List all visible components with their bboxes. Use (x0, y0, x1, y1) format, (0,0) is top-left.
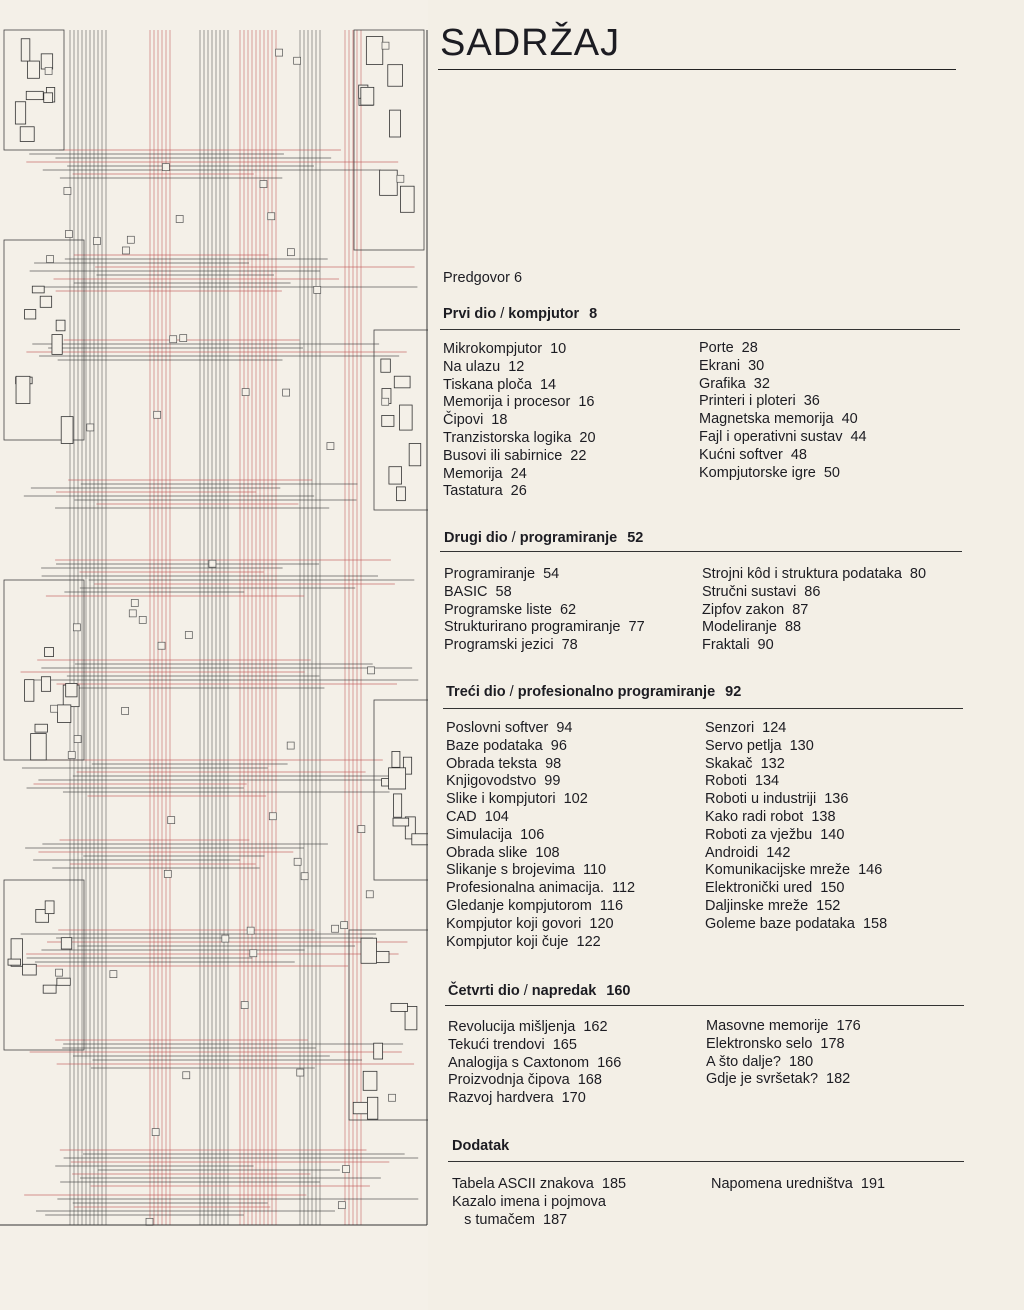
section-rule (440, 551, 962, 552)
entry-label: Mikrokompjutor (443, 341, 543, 357)
entry-label: Roboti (705, 773, 747, 790)
entry-label: Servo petlja (705, 737, 782, 754)
entry-page: 77 (628, 619, 645, 636)
toc-entry (443, 483, 596, 501)
entry-page: 99 (544, 773, 561, 790)
entry-page: 62 (559, 601, 577, 618)
toc-entry (706, 1018, 861, 1036)
toc-entry (705, 916, 887, 934)
section-title: Treći dio (446, 684, 506, 700)
entry-page: 14 (539, 376, 557, 393)
entry-label: s tumačem (452, 1211, 535, 1228)
entry-page: 116 (599, 897, 624, 914)
toc-entry (446, 862, 635, 880)
section-separator: / (519, 983, 532, 999)
entry-page: 168 (577, 1072, 602, 1089)
entry-page: 158 (862, 915, 888, 932)
toc-entry (705, 791, 887, 809)
toc-entry (444, 619, 645, 637)
toc-entry (446, 827, 635, 845)
entry-label: Strojni kôd i struktura podataka (702, 566, 902, 582)
toc-entry (699, 429, 867, 447)
entry-page: 185 (601, 1176, 627, 1192)
entry-label: Masovne memorije (706, 1018, 829, 1034)
section-heading (452, 1138, 509, 1154)
toc-entry (446, 791, 635, 809)
entry-label: Poslovni softver (446, 720, 549, 736)
entry-page: 30 (748, 357, 765, 374)
entry-label: Napomena uredništva (711, 1176, 853, 1192)
entry-label: Gledanje kompjutorom (446, 897, 592, 914)
entry-page: 162 (583, 1019, 608, 1035)
entry-label: Gdje je svršetak? (706, 1071, 819, 1088)
entry-page: 110 (582, 862, 607, 879)
section-title: Četvrti dio (448, 983, 520, 999)
page-title: SADRŽAJ (440, 22, 621, 64)
section-heading (443, 306, 597, 322)
toc-entry (705, 845, 887, 863)
entry-label: Busovi ili sabirnice (443, 447, 563, 464)
entry-page: 20 (579, 429, 596, 446)
entry-label: Obrada teksta (446, 755, 538, 772)
toc-entry (706, 1071, 861, 1089)
toc-entry (705, 756, 887, 774)
entry-label: Programiranje (444, 566, 536, 582)
entry-page: 36 (803, 393, 820, 410)
entry-label: Tranzistorska logika (443, 429, 572, 446)
entry-label: Grafika (699, 375, 746, 392)
section-subtitle: profesionalno programiranje (517, 684, 716, 700)
entry-label: Kompjutorske igre (699, 464, 816, 481)
toc-entry (446, 773, 635, 791)
section-subtitle: programiranje (519, 530, 618, 546)
entry-label: CAD (446, 808, 477, 825)
section-separator: / (505, 684, 518, 700)
entry-page: 140 (820, 826, 845, 843)
toc-column-right (702, 566, 926, 655)
toc-entry (446, 898, 635, 916)
entry-page: 54 (543, 566, 560, 582)
toc-entry (705, 862, 887, 880)
entry-label: Printeri i ploteri (699, 393, 796, 410)
entry-page: 102 (563, 791, 588, 808)
toc-entry (446, 809, 635, 827)
entry-page: 48 (790, 446, 807, 463)
title-rule (438, 69, 956, 70)
entry-page: 182 (826, 1071, 851, 1088)
entry-label: Komunikacijske mreže (705, 862, 851, 879)
entry-label: Razvoj hardvera (448, 1090, 554, 1107)
entry-page: 132 (760, 755, 785, 772)
entry-page: 146 (858, 862, 883, 879)
entry-page: 32 (753, 375, 770, 392)
entry-page: 24 (510, 465, 527, 482)
entry-page: 78 (561, 637, 578, 654)
entry-page: 28 (741, 340, 758, 356)
toc-column-left (448, 1019, 621, 1108)
entry-page: 178 (820, 1035, 845, 1052)
entry-page: 10 (550, 341, 567, 357)
entry-label: Elektronički ured (705, 880, 813, 897)
toc-column-right (706, 1018, 861, 1089)
toc-entry (443, 341, 596, 359)
section-page: 8 (589, 306, 598, 322)
entry-page: 44 (850, 428, 867, 445)
toc-column-left (443, 341, 596, 501)
entry-page: 142 (766, 844, 791, 861)
entry-label: Programski jezici (444, 637, 554, 654)
toc-entry (443, 377, 596, 395)
toc-entry (452, 1194, 626, 1212)
entry-page: 80 (909, 566, 927, 582)
entry-page: 90 (757, 637, 774, 654)
toc-entry (446, 845, 635, 863)
entry-label: Knjigovodstvo (446, 773, 537, 790)
entry-page: 166 (597, 1054, 622, 1071)
toc-entry (706, 1036, 861, 1054)
entry-label: Simulacija (446, 826, 513, 843)
entry-page: 150 (820, 880, 845, 897)
entry-page: 134 (754, 773, 780, 790)
preface-entry (443, 270, 522, 286)
toc-entry (448, 1055, 621, 1073)
entry-label: Strukturirano programiranje (444, 619, 621, 636)
section-page: 160 (606, 983, 631, 999)
entry-page: 176 (836, 1018, 861, 1034)
entry-page: 12 (508, 358, 525, 375)
entry-page: 86 (804, 583, 821, 600)
entry-label: Skakač (705, 755, 753, 772)
entry-label: Goleme baze podataka (705, 915, 855, 932)
toc-entry (446, 720, 635, 738)
entry-label: Proizvodnja čipova (448, 1072, 570, 1089)
toc-entry (448, 1090, 621, 1108)
entry-page: 108 (535, 844, 560, 861)
toc-column-left (452, 1176, 626, 1229)
entry-page: 18 (491, 412, 508, 429)
toc-entry (444, 584, 645, 602)
toc-entry (452, 1212, 626, 1230)
toc-entry (446, 916, 635, 934)
entry-label: Kućni softver (699, 446, 783, 463)
entry-label: BASIC (444, 583, 488, 600)
entry-page: 88 (784, 619, 802, 636)
entry-page: 120 (589, 915, 614, 932)
entry-page: 124 (762, 720, 787, 736)
section-heading (448, 983, 630, 999)
toc-entry (699, 411, 867, 429)
entry-label: Modeliranje (702, 619, 777, 636)
toc-entry (444, 637, 645, 655)
section-subtitle: napredak (531, 983, 597, 999)
section-subtitle: kompjutor (508, 306, 580, 322)
section-heading (444, 530, 643, 546)
toc-entry (448, 1037, 621, 1055)
entry-page: 87 (792, 601, 809, 618)
entry-page: 106 (520, 826, 545, 843)
section-title: Prvi dio (443, 306, 497, 322)
toc-entry (705, 827, 887, 845)
toc-entry (702, 637, 926, 655)
toc-entry (699, 340, 867, 358)
entry-page: 104 (484, 808, 509, 825)
toc-entry (448, 1072, 621, 1090)
toc-entry (699, 358, 867, 376)
entry-label: Zipfov zakon (702, 601, 785, 618)
entry-page: 22 (570, 447, 587, 464)
toc-entry (443, 359, 596, 377)
entry-label: Profesionalna animacija. (446, 880, 604, 897)
toc-entry (705, 773, 887, 791)
entry-label: Tabela ASCII znakova (452, 1176, 594, 1192)
section-rule (440, 329, 960, 330)
toc-entry (705, 720, 887, 738)
entry-label: Fajl i operativni sustav (699, 428, 843, 445)
entry-page: 112 (611, 880, 636, 897)
toc-column-right (711, 1176, 885, 1194)
entry-page: 130 (789, 737, 814, 754)
toc-entry (702, 619, 926, 637)
toc-entry (711, 1176, 885, 1194)
entry-label: Elektronsko selo (706, 1035, 813, 1052)
entry-label: Roboti za vježbu (705, 826, 813, 843)
toc-column-left (444, 566, 645, 655)
entry-label: Slikanje s brojevima (446, 862, 575, 879)
entry-label: Analogija s Caxtonom (448, 1054, 590, 1071)
toc-entry (702, 602, 926, 620)
toc-entry (446, 738, 635, 756)
entry-label: Na ulazu (443, 358, 501, 375)
toc-entry (443, 394, 596, 412)
toc-entry (702, 566, 926, 584)
entry-page: 50 (823, 464, 840, 481)
toc-entry (446, 756, 635, 774)
section-separator: / (496, 306, 509, 322)
entry-label: Slike i kompjutori (446, 791, 556, 808)
entry-page: 152 (816, 897, 841, 914)
entry-page: 187 (543, 1211, 568, 1228)
entry-label: Baze podataka (446, 737, 543, 754)
toc-column-left (446, 720, 635, 951)
entry-label: Tiskana ploča (443, 376, 532, 393)
entry-page: 16 (578, 394, 595, 411)
entry-page: 40 (841, 411, 858, 428)
entry-label: Kompjutor koji čuje (446, 933, 569, 950)
toc-entry (705, 898, 887, 916)
entry-page: 165 (552, 1036, 577, 1053)
toc-entry (443, 430, 596, 448)
toc-entry (702, 584, 926, 602)
section-title: Drugi dio (444, 530, 508, 546)
entry-page: 122 (576, 933, 601, 950)
entry-label: Kako radi robot (705, 808, 804, 825)
toc-entry (452, 1176, 626, 1194)
entry-label: Ekrani (699, 357, 741, 374)
entry-label: Stručni sustavi (702, 583, 797, 600)
preface-label: Predgovor (443, 270, 510, 286)
toc-entry (443, 412, 596, 430)
circuit-board-illustration (0, 0, 428, 1310)
toc-entry (706, 1054, 861, 1072)
section-title: Dodatak (452, 1138, 510, 1154)
entry-label: Programske liste (444, 601, 552, 618)
toc-entry (446, 934, 635, 952)
section-page: 92 (725, 684, 742, 700)
entry-label: Androidi (705, 844, 759, 861)
toc-column-right (699, 340, 867, 482)
toc-entry (705, 880, 887, 898)
entry-label: Tastatura (443, 483, 503, 500)
entry-page: 58 (495, 583, 512, 600)
entry-label: Revolucija mišljenja (448, 1019, 576, 1035)
section-page: 52 (627, 530, 644, 546)
entry-label: Magnetska memorija (699, 411, 834, 428)
section-heading (446, 684, 741, 700)
entry-label: Porte (699, 340, 734, 356)
entry-label: Memorija (443, 465, 503, 482)
entry-page: 136 (824, 791, 849, 808)
entry-label: Kompjutor koji govori (446, 915, 582, 932)
section-rule (443, 708, 963, 709)
preface-page: 6 (513, 270, 523, 286)
toc-entry (699, 465, 867, 483)
toc-entry (699, 376, 867, 394)
toc-entry (705, 809, 887, 827)
entry-label: Senzori (705, 720, 755, 736)
section-separator: / (507, 530, 520, 546)
toc-entry (705, 738, 887, 756)
toc-entry (443, 466, 596, 484)
section-rule (448, 1161, 964, 1162)
section-rule (445, 1005, 964, 1006)
entry-page: 26 (510, 483, 527, 500)
entry-label: Kazalo imena i pojmova (452, 1193, 606, 1210)
toc-entry (699, 447, 867, 465)
entry-label: Memorija i procesor (443, 394, 571, 411)
toc-entry (444, 602, 645, 620)
toc-column-right (705, 720, 887, 934)
entry-label: Daljinske mreže (705, 897, 809, 914)
toc-entry (444, 566, 645, 584)
entry-label: Obrada slike (446, 844, 528, 861)
toc-entry (448, 1019, 621, 1037)
entry-label: Roboti u industriji (705, 791, 817, 808)
entry-page: 191 (860, 1176, 886, 1192)
entry-page: 138 (811, 808, 836, 825)
entry-page: 170 (561, 1090, 586, 1107)
toc-entry (443, 448, 596, 466)
entry-label: Tekući trendovi (448, 1036, 545, 1053)
toc-entry (446, 880, 635, 898)
entry-label: Fraktali (702, 637, 750, 654)
toc-entry (699, 393, 867, 411)
entry-page: 96 (550, 737, 567, 754)
entry-page: 94 (556, 720, 573, 736)
entry-page: 180 (788, 1053, 814, 1070)
entry-label: A što dalje? (706, 1053, 781, 1070)
entry-page: 98 (545, 755, 562, 772)
entry-label: Čipovi (443, 412, 484, 429)
